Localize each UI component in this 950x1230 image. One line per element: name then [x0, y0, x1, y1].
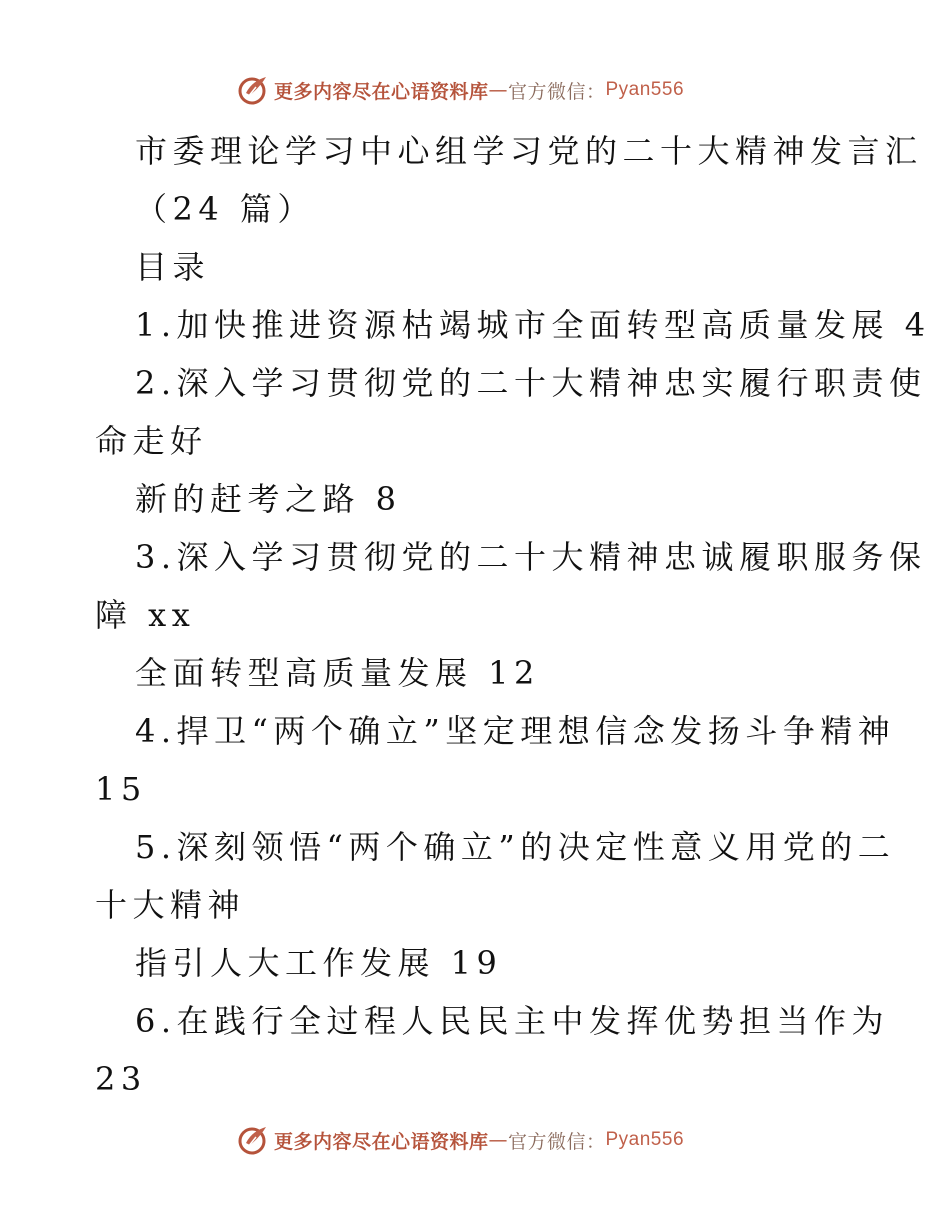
document-line: 4.捍卫“两个确立”坚定理想信念发扬斗争精神 [135, 712, 896, 750]
document-line: 6.在践行全过程人民民主中发挥优势担当作为 [135, 1002, 890, 1040]
document-line: 障 xx [95, 596, 196, 634]
quill-logo-icon [236, 1123, 270, 1157]
watermark-wechat-id: Pyan556 [605, 1129, 685, 1150]
document-line: 全面转型高质量发展 12 [135, 654, 540, 692]
document-line: 2.深入学习贯彻党的二十大精神忠实履行职责使 [135, 364, 927, 402]
document-line: 3.深入学习贯彻党的二十大精神忠诚履职服务保 [135, 538, 927, 576]
document-body [95, 122, 931, 1108]
watermark-label: 官方微信： [507, 80, 606, 103]
document-line: 新的赶考之路 8 [135, 480, 402, 518]
footer-watermark [0, 1120, 950, 1160]
watermark-text: 更多内容尽在心语资料库 [273, 80, 489, 103]
watermark-dash: — [488, 79, 508, 101]
document-line: 1.加快推进资源枯竭城市全面转型高质量发展 4 [135, 306, 931, 344]
document-line: （24 篇） [135, 190, 315, 228]
document-line: 5.深刻领悟“两个确立”的决定性意义用党的二 [135, 828, 896, 866]
document-line: 指引人大工作发展 19 [135, 944, 503, 982]
document-line: 目录 [135, 248, 211, 286]
document-line: 23 [95, 1060, 147, 1098]
document-line: 命走好 [95, 422, 208, 460]
header-watermark [0, 70, 950, 110]
document-line: 15 [95, 770, 147, 808]
document-line: 市委理论学习中心组学习党的二十大精神发言汇 [135, 132, 923, 170]
quill-logo-icon [236, 73, 270, 107]
watermark-label: 官方微信： [507, 1130, 606, 1153]
watermark-wechat-id: Pyan556 [605, 79, 685, 100]
watermark-text: 更多内容尽在心语资料库 [273, 1130, 489, 1153]
watermark-dash: — [488, 1129, 508, 1151]
document-line: 十大精神 [95, 886, 246, 924]
